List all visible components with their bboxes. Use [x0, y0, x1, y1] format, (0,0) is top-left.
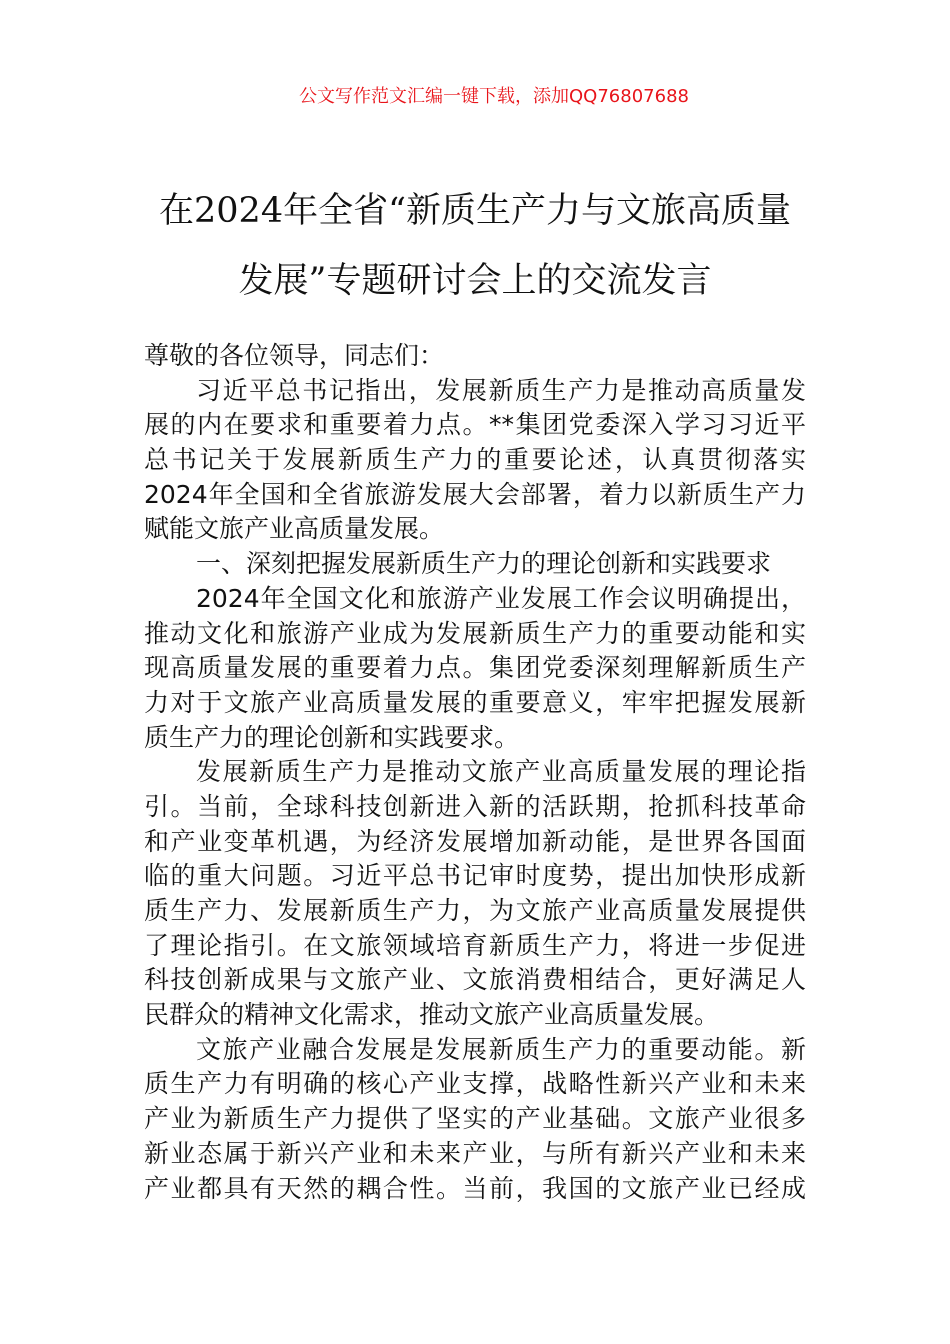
text-line: 一、深刻把握发展新质生产力的理论创新和实践要求: [196, 549, 772, 579]
document-body: [144, 339, 806, 1206]
text-line: 总书记关于发展新质生产力的重要论述，认真贯彻落实: [144, 445, 806, 475]
text-line: 力对于文旅产业高质量发展的重要意义，牢牢把握发展新: [144, 687, 806, 717]
text-line: 质生产力有明确的核心产业支撑，战略性新兴产业和未来: [144, 1069, 806, 1099]
title-line: 在2024年全省“新质生产力与文旅高质量: [159, 191, 791, 231]
text-line: 质生产力的理论创新和实践要求。: [144, 722, 520, 752]
text-line: 临的重大问题。习近平总书记审时度势，提出加快形成新: [144, 861, 806, 891]
paragraph: [144, 582, 806, 755]
paragraph: [144, 1033, 806, 1206]
text-line: 产业为新质生产力提供了坚实的产业基础。文旅产业很多: [144, 1104, 806, 1134]
promo-header: 公文写作范文汇编一键下载，添加QQ76807688: [299, 86, 689, 107]
paragraph: [144, 755, 806, 1033]
text-line: 2024年全国和全省旅游发展大会部署，着力以新质生产力: [144, 479, 806, 509]
text-line: 和产业变革机遇，为经济发展增加新动能，是世界各国面: [144, 826, 806, 856]
text-line: 现高质量发展的重要着力点。集团党委深刻理解新质生产: [144, 653, 806, 683]
text-line: 了理论指引。在文旅领域培育新质生产力，将进一步促进: [144, 930, 806, 960]
text-line: 赋能文旅产业高质量发展。: [144, 514, 445, 544]
paragraph: [144, 374, 806, 547]
text-line: 民群众的精神文化需求，推动文旅产业高质量发展。: [144, 1000, 720, 1030]
salutation: 尊敬的各位领导，同志们：: [144, 341, 445, 370]
text-line: 文旅产业融合发展是发展新质生产力的重要动能。新: [196, 1034, 806, 1064]
text-line: 产业都具有天然的耦合性。当前，我国的文旅产业已经成: [144, 1173, 806, 1203]
text-line: 发展新质生产力是推动文旅产业高质量发展的理论指: [196, 757, 806, 787]
text-line: 展的内在要求和重要着力点。**集团党委深入学习习近平: [144, 410, 806, 440]
text-line: 质生产力、发展新质生产力，为文旅产业高质量发展提供: [144, 896, 806, 925]
text-line: 2024年全国文化和旅游产业发展工作会议明确提出，: [196, 583, 806, 613]
text-line: 习近平总书记指出，发展新质生产力是推动高质量发: [196, 375, 806, 405]
text-line: 新业态属于新兴产业和未来产业，与所有新兴产业和未来: [144, 1138, 806, 1168]
document-title: [140, 176, 810, 316]
section-heading: [144, 547, 806, 582]
text-line: 引。当前，全球科技创新进入新的活跃期，抢抓科技革命: [144, 791, 806, 821]
text-line: 科技创新成果与文旅产业、文旅消费相结合，更好满足人: [144, 965, 806, 995]
title-line: 发展”专题研讨会上的交流发言: [238, 261, 712, 301]
text-line: 推动文化和旅游产业成为发展新质生产力的重要动能和实: [144, 618, 806, 648]
